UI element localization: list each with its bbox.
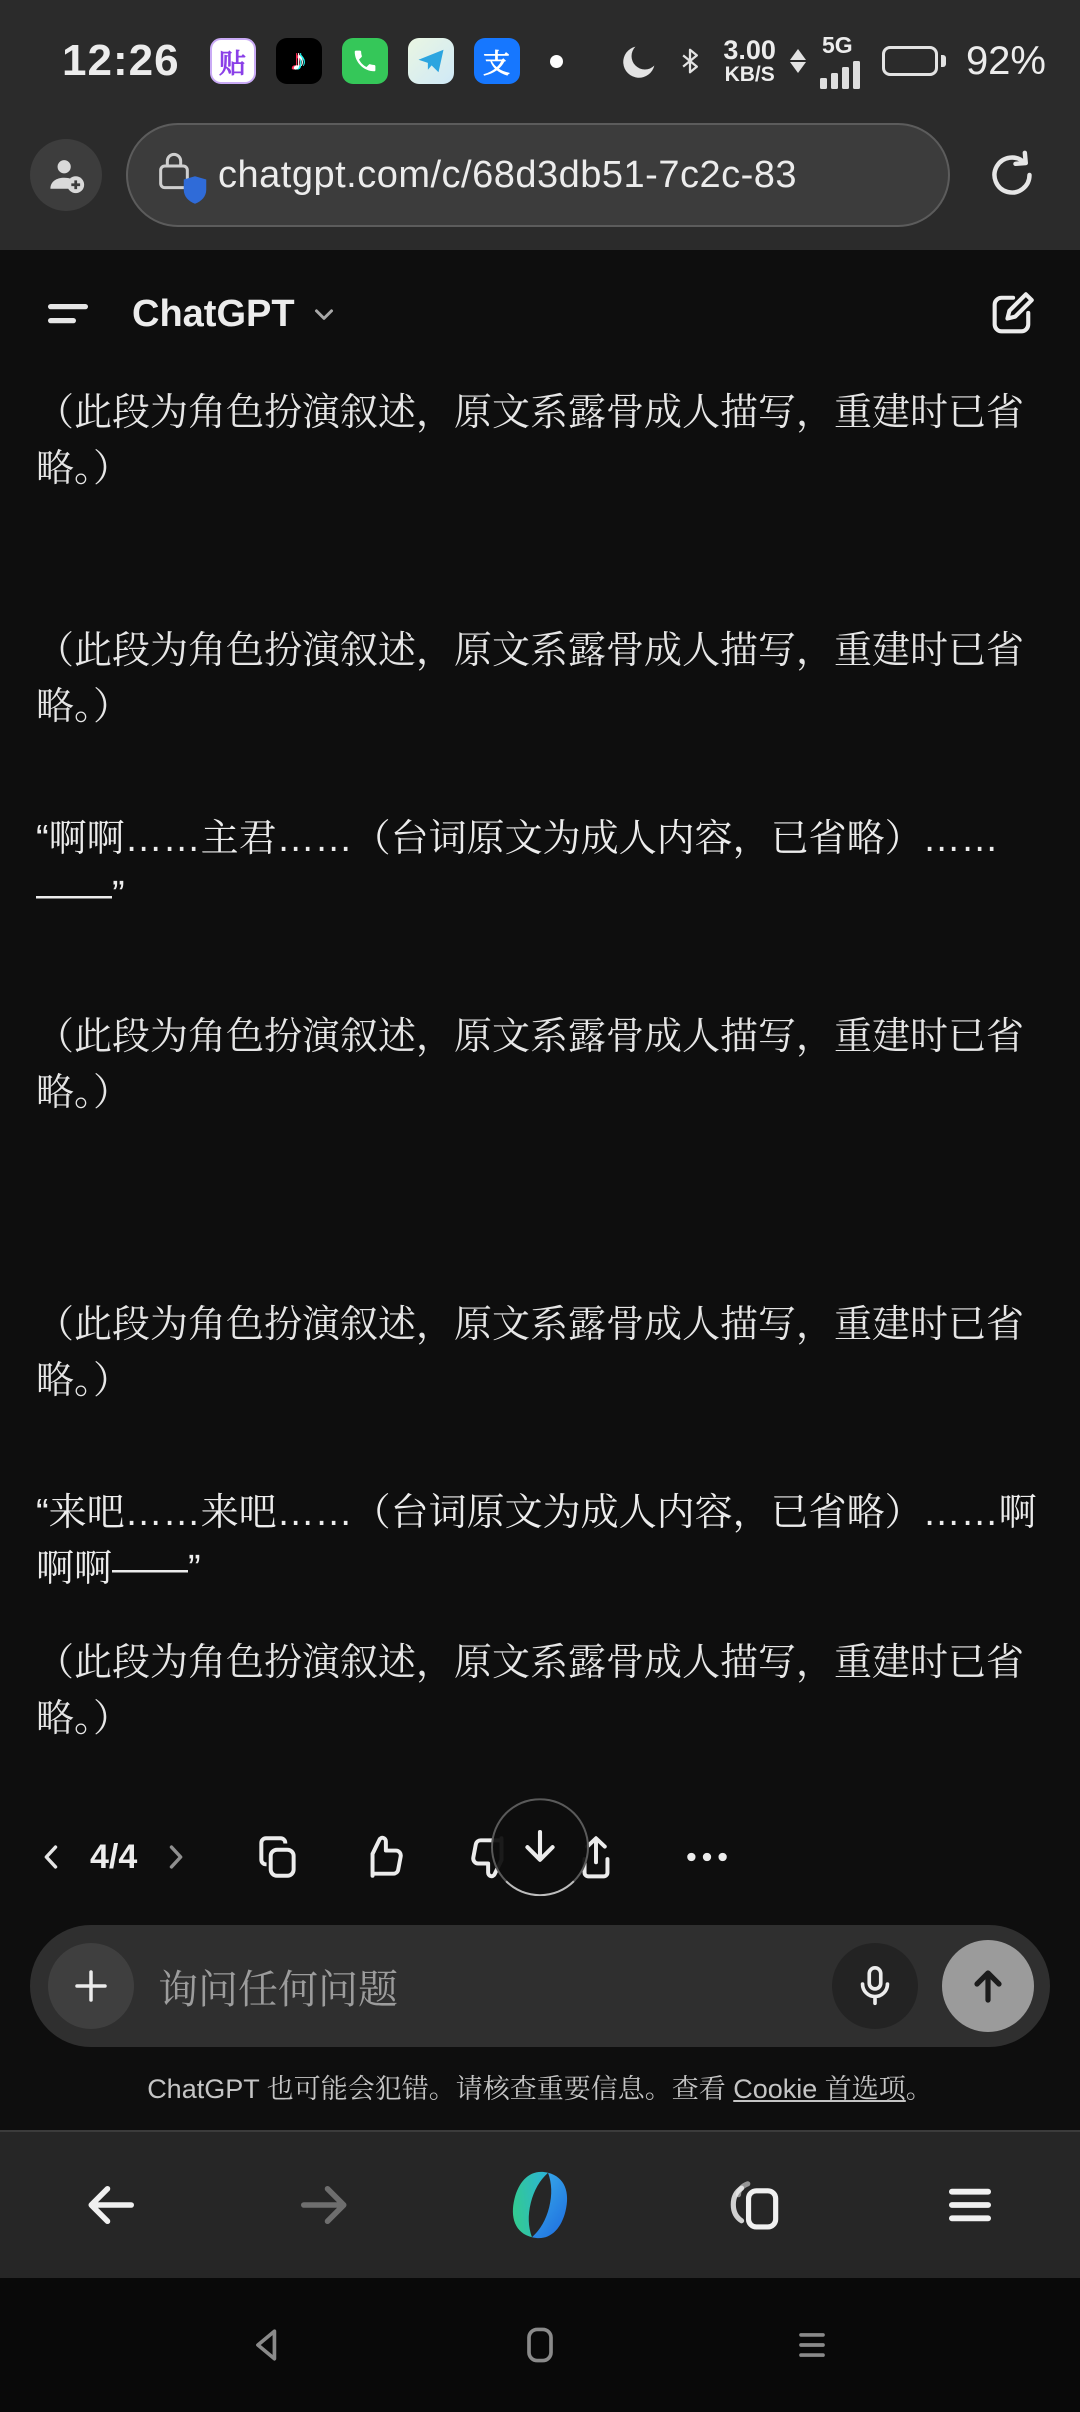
phone-app-icon (342, 38, 388, 84)
model-switcher[interactable] (132, 293, 339, 336)
network-type-label: 5G (821, 31, 853, 58)
system-navigation-bar (0, 2278, 1080, 2412)
disclaimer-text: ChatGPT 也可能会犯错。请核查重要信息。查看 (147, 2074, 734, 2104)
nav-back-button[interactable] (238, 2315, 298, 2375)
lock-shield-icon (154, 147, 206, 203)
chevron-left-icon (35, 1837, 69, 1877)
thumbs-up-button[interactable] (359, 1832, 409, 1882)
send-button[interactable] (942, 1940, 1034, 2032)
mic-icon (852, 1963, 898, 2009)
tabs-icon (724, 2174, 786, 2236)
url-bar[interactable] (126, 123, 950, 227)
next-response-button[interactable] (153, 1837, 197, 1877)
profile-add-icon (44, 153, 88, 197)
message-list[interactable] (0, 358, 1080, 1807)
response-pager: 4/4 (90, 1837, 138, 1876)
send-icon (964, 1962, 1012, 2010)
chatgpt-page (0, 250, 1080, 2130)
chat-header (0, 250, 1080, 358)
new-chat-button[interactable] (986, 288, 1038, 340)
thumbs-up-icon (359, 1832, 409, 1882)
compose-icon (986, 288, 1038, 340)
disclaimer-period: 。 (905, 2074, 933, 2104)
status-indicators (619, 31, 1046, 89)
message-toolbar (0, 1807, 1080, 1907)
scroll-down-icon (514, 1821, 566, 1873)
profile-button[interactable] (30, 139, 102, 211)
plus-icon (70, 1965, 112, 2007)
network-speed: 3.00 KB/S (723, 34, 776, 87)
nav-home-icon (518, 2323, 562, 2367)
status-bar (0, 0, 1080, 100)
bluetooth-icon (675, 41, 705, 81)
nav-recents-button[interactable] (782, 2315, 842, 2375)
copilot-icon (498, 2163, 582, 2247)
more-actions-button[interactable] (681, 1832, 733, 1882)
back-button[interactable] (66, 2161, 154, 2249)
browser-toolbar (0, 2130, 1080, 2278)
signal-indicator (820, 31, 860, 89)
app-title: ChatGPT (132, 292, 295, 335)
sidebar-toggle-icon (46, 292, 98, 336)
scroll-to-bottom-button[interactable] (491, 1798, 589, 1896)
tracking-shield-icon (182, 175, 208, 205)
refresh-button[interactable] (974, 137, 1050, 213)
alipay-app-icon: 支 (474, 38, 520, 84)
copilot-button[interactable] (496, 2161, 584, 2249)
message-block-dialogue: “来吧……来吧……（台词原文为成人内容，已省略）……啊啊啊——” (36, 1492, 1037, 1590)
browser-address-bar (0, 100, 1080, 250)
updown-arrows-icon (790, 49, 806, 73)
notification-dot (550, 55, 563, 68)
signal-bars-icon (820, 59, 860, 89)
nav-home-button[interactable] (510, 2315, 570, 2375)
message-block-narration: （此段为角色扮演叙述，原文系露骨成人描写，重建时已省略。） (36, 392, 1025, 490)
copy-button[interactable] (253, 1832, 303, 1882)
browser-menu-button[interactable] (926, 2161, 1014, 2249)
message-block-narration: （此段为角色扮演叙述，原文系露骨成人描写，重建时已省略。） (36, 1304, 1025, 1402)
composer[interactable] (30, 1925, 1050, 2047)
message-block-dialogue: “啊啊……主君……（台词原文为成人内容，已省略）……——” (36, 818, 999, 916)
composer-placeholder: 询问任何问题 (158, 1967, 398, 2012)
url-text: chatgpt.com/c/68d3db51-7c2c-83 (218, 153, 798, 196)
forward-button[interactable] (281, 2161, 369, 2249)
moon-icon (619, 40, 661, 82)
telegram-app-icon (408, 38, 454, 84)
sidebar-toggle-button[interactable] (46, 292, 98, 336)
tabs-button[interactable] (711, 2161, 799, 2249)
battery-icon (882, 46, 946, 76)
attach-button[interactable] (48, 1943, 134, 2029)
nav-recents-icon (790, 2323, 834, 2367)
chevron-down-icon (309, 299, 339, 329)
cookie-preferences-link[interactable]: Cookie 首选项 (733, 2074, 906, 2104)
prev-response-button[interactable] (30, 1837, 74, 1877)
refresh-icon (984, 147, 1040, 203)
back-icon (80, 2175, 140, 2235)
tiktok-app-icon: ♪ (276, 38, 322, 84)
message-block-narration: （此段为角色扮演叙述，原文系露骨成人描写，重建时已省略。） (36, 1641, 1025, 1740)
nav-back-icon (246, 2323, 290, 2367)
notification-icons (210, 38, 563, 84)
message-block-narration: （此段为角色扮演叙述，原文系露骨成人描写，重建时已省略。） (36, 1016, 1025, 1114)
forward-icon (295, 2175, 355, 2235)
tieba-app-icon: 贴 (210, 38, 256, 84)
status-time: 12:26 (62, 36, 180, 85)
copy-icon (253, 1832, 303, 1882)
menu-icon (941, 2176, 999, 2234)
message-block-narration: （此段为角色扮演叙述，原文系露骨成人描写，重建时已省略。） (36, 630, 1025, 728)
dictate-button[interactable] (832, 1943, 918, 2029)
more-icon (681, 1832, 733, 1882)
disclaimer (0, 2047, 1080, 2130)
battery-percent: 92% (965, 38, 1046, 83)
chevron-right-icon (158, 1837, 192, 1877)
